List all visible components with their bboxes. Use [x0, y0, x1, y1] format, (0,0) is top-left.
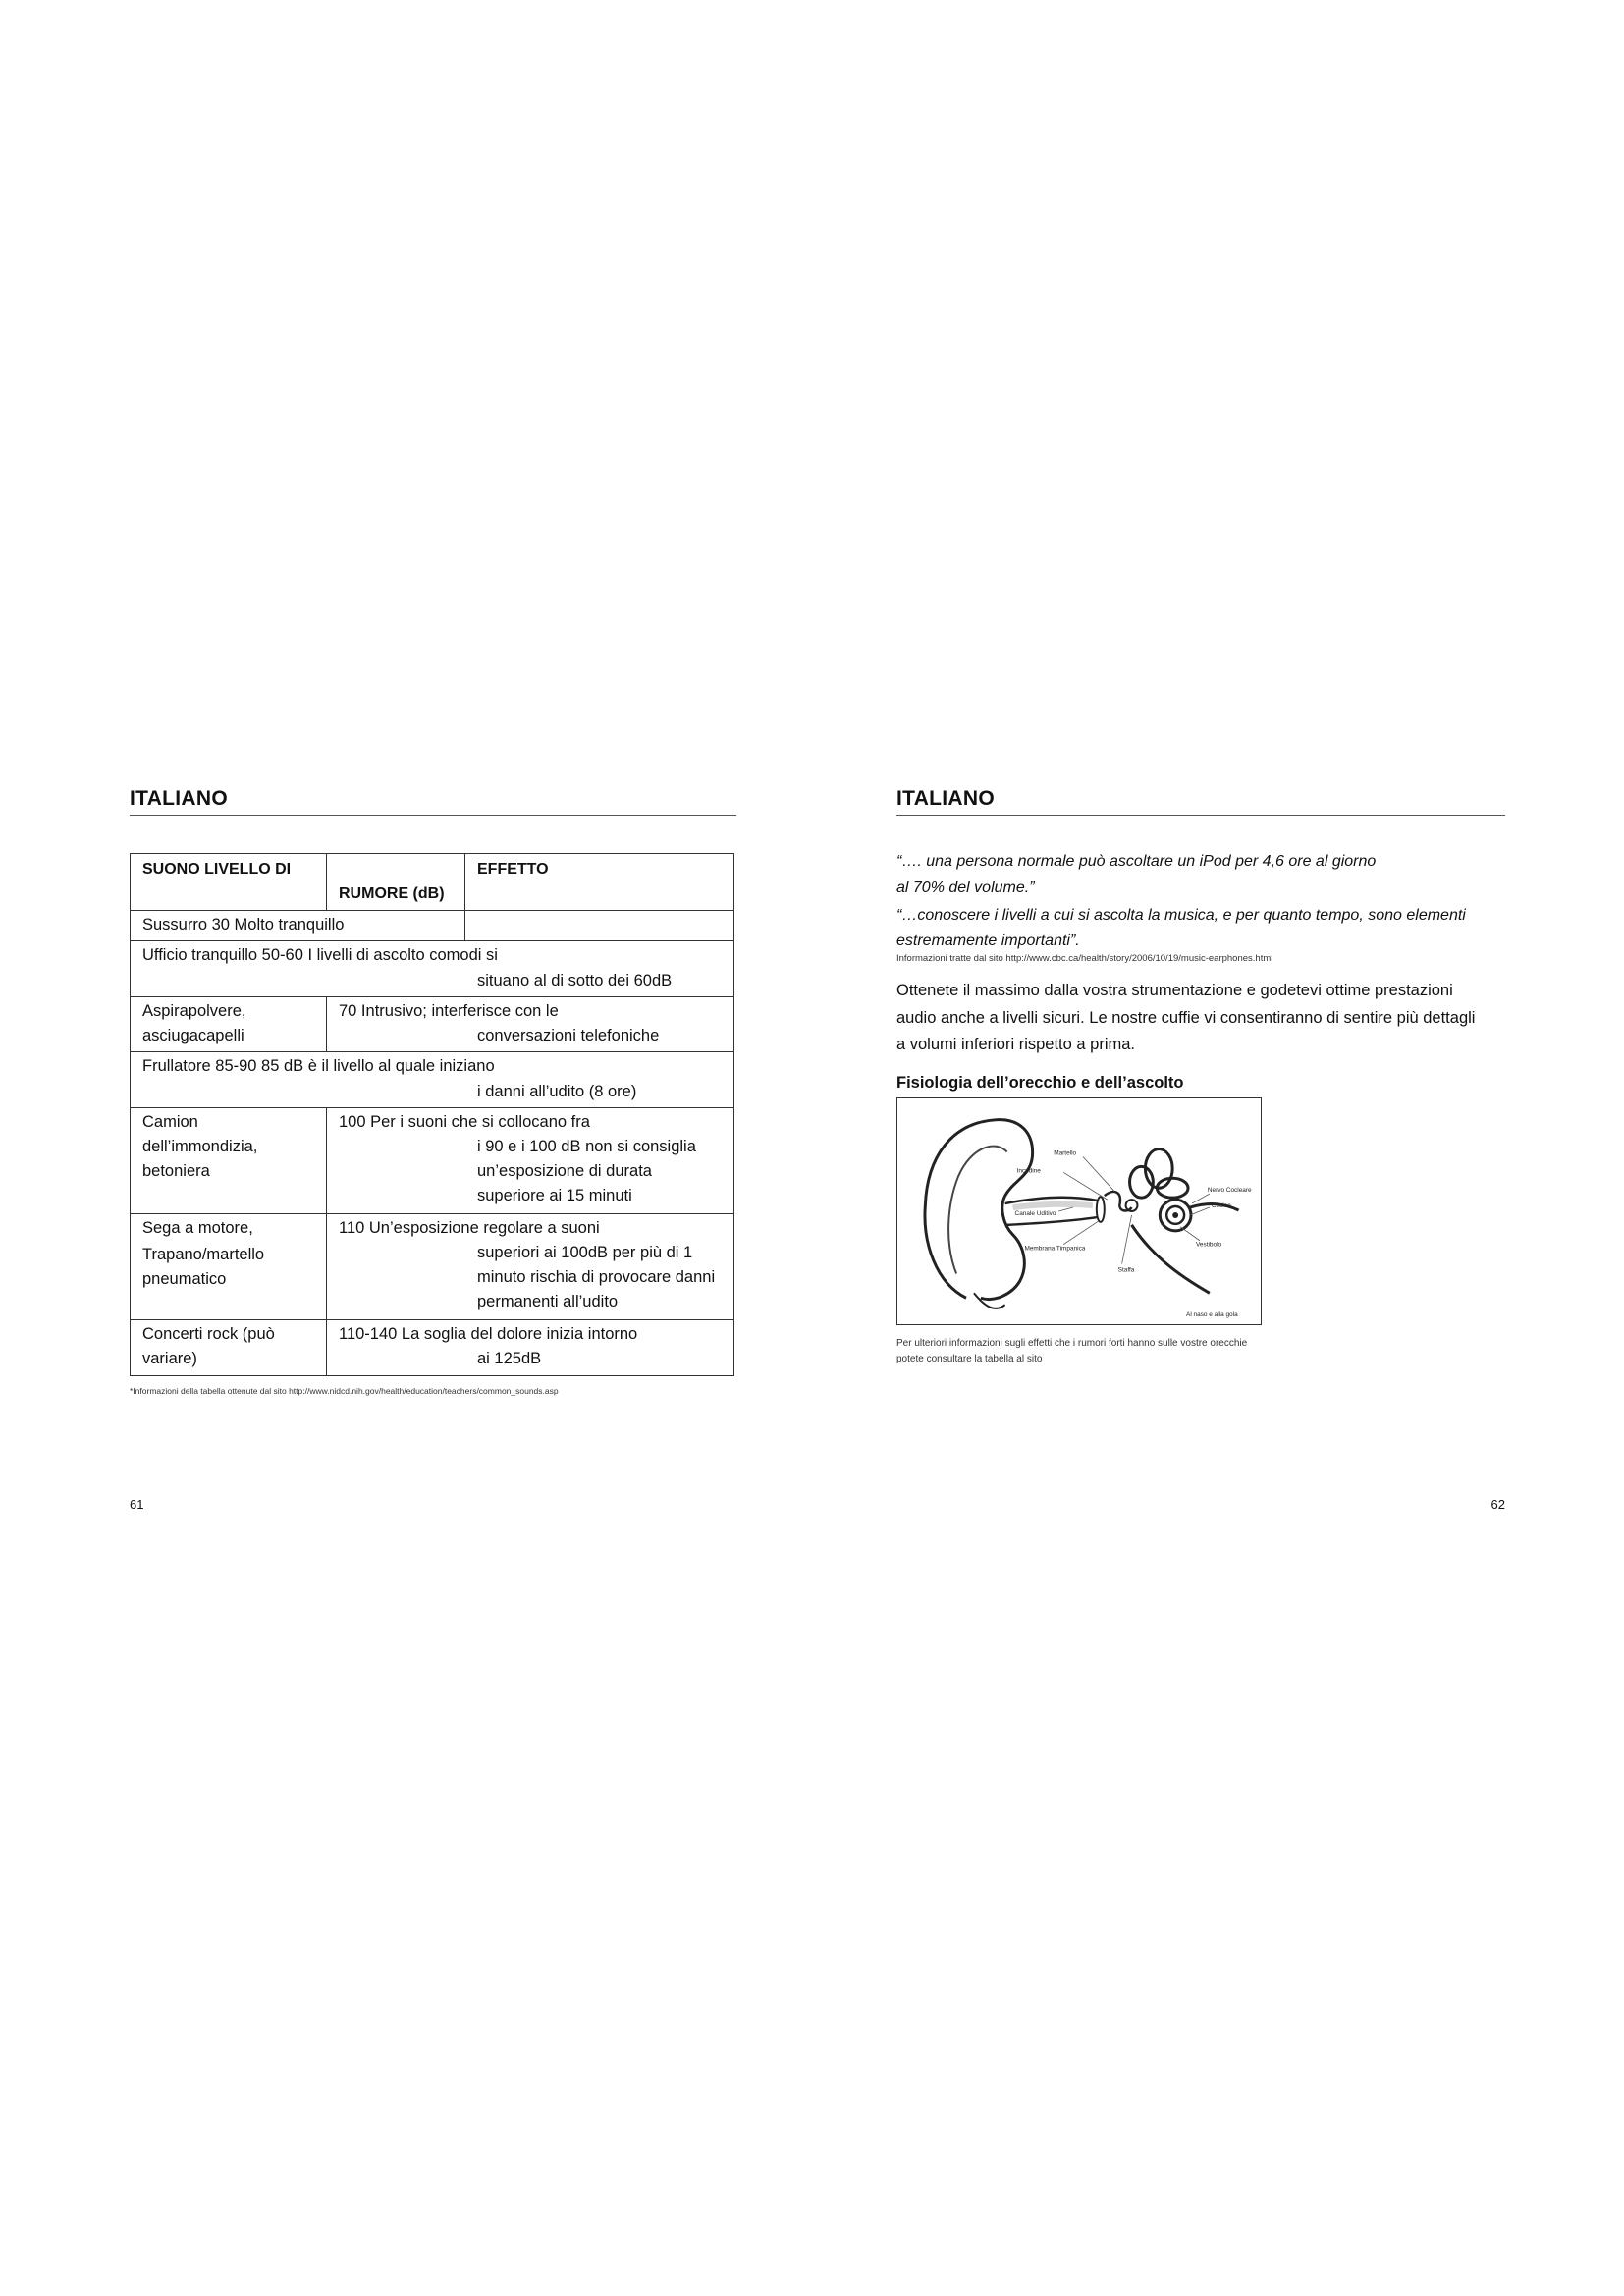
- row-source: pneumatico: [142, 1270, 227, 1288]
- row-level: 110-140 La soglia del dolore inizia intorno: [339, 1325, 638, 1343]
- quote-source-note: Informazioni tratte dal sito http://www.cbc.ca/health/story/2006/10/19/music-earphones.html: [896, 953, 1273, 964]
- label-martello: Martello: [1054, 1149, 1077, 1157]
- label-coclea: Coclea: [1211, 1202, 1231, 1210]
- header-effetto: EFFETTO: [477, 861, 549, 878]
- table-source-note: *Informazioni della tabella ottenute dal sito http://www.nidcd.nih.gov/health/education/teachers/common_sounds.asp: [130, 1386, 559, 1396]
- body-line: audio anche a livelli sicuri. Le nostre cuffie vi consentiranno di sentire più dettagli: [896, 1009, 1476, 1027]
- row-effect: situano al di sotto dei 60dB: [477, 972, 673, 989]
- row-source: variare): [142, 1350, 197, 1367]
- table-row: [131, 1051, 733, 1107]
- row-effect: un’esposizione di durata: [477, 1162, 652, 1180]
- row-level: 110 Un’esposizione regolare a suoni: [339, 1219, 600, 1237]
- row-source: Concerti rock (può: [142, 1325, 275, 1343]
- row-source: asciugacapelli: [142, 1027, 244, 1044]
- table-header-row: [131, 854, 733, 910]
- page-number: 62: [1490, 1497, 1505, 1512]
- row-source: Trapano/martello: [142, 1246, 265, 1263]
- table-row: [131, 996, 733, 1051]
- quote-line: “…conoscere i livelli a cui si ascolta la musica, e per quanto tempo, sono elementi: [896, 907, 1466, 924]
- row-text: Sussurro 30 Molto tranquillo: [142, 916, 345, 934]
- label-naso: Al naso e alla gola: [1186, 1311, 1238, 1319]
- row-source: Camion: [142, 1113, 198, 1131]
- label-vestibolo: Vestibolo: [1195, 1241, 1222, 1249]
- row-effect: permanenti all’udito: [477, 1293, 619, 1310]
- ear-diagram: [897, 1098, 1261, 1324]
- table-row: [131, 910, 733, 940]
- table-row: [131, 1319, 733, 1375]
- label-canale: Canale Uditivo: [1014, 1209, 1056, 1217]
- table-row: [131, 1107, 733, 1213]
- quote-line: al 70% del volume.”: [896, 880, 1035, 896]
- quote-line: “…. una persona normale può ascoltare un iPod per 4,6 ore al giorno: [896, 853, 1377, 870]
- caption-line: Per ulteriori informazioni sugli effetti che i rumori forti hanno sulle vostre orecchie: [896, 1338, 1248, 1349]
- row-source: dell’immondizia,: [142, 1138, 258, 1155]
- header-rumore: RUMORE (dB): [339, 885, 445, 902]
- label-nervo: Nervo Cocleare: [1207, 1187, 1252, 1195]
- row-level: 100 Per i suoni che si collocano fra: [339, 1113, 590, 1131]
- row-effect: minuto rischia di provocare danni: [477, 1268, 716, 1286]
- section-title: ITALIANO: [896, 787, 1505, 816]
- row-source: betoniera: [142, 1162, 210, 1180]
- row-effect: conversazioni telefoniche: [477, 1027, 660, 1044]
- row-effect: superiore ai 15 minuti: [477, 1187, 632, 1204]
- label-membrana: Membrana Timpanica: [1024, 1245, 1086, 1253]
- row-level: 70 Intrusivo; interferisce con le: [339, 1002, 559, 1020]
- left-page: [130, 0, 736, 2296]
- ear-anatomy-figure: [896, 1097, 1262, 1325]
- row-source: Aspirapolvere,: [142, 1002, 246, 1020]
- eustachian-tube: [1132, 1225, 1210, 1293]
- row-source: Sega a motore,: [142, 1219, 253, 1237]
- table-row: [131, 1213, 733, 1319]
- label-staffa: Staffa: [1117, 1266, 1135, 1274]
- noise-level-table: [130, 853, 734, 1376]
- header-suono: SUONO LIVELLO DI: [142, 861, 292, 878]
- body-line: Ottenete il massimo dalla vostra strumentazione e godetevi ottime prestazioni: [896, 982, 1453, 999]
- section-title: ITALIANO: [130, 787, 736, 816]
- eardrum: [1097, 1197, 1105, 1222]
- table-row: [131, 940, 733, 996]
- caption-line: potete consultare la tabella al sito: [896, 1354, 1043, 1364]
- body-line: a volumi inferiori rispetto a prima.: [896, 1036, 1136, 1053]
- row-effect: i 90 e i 100 dB non si consiglia: [477, 1138, 696, 1155]
- quote-line: estremamente importanti”.: [896, 933, 1080, 949]
- row-effect: superiori ai 100dB per più di 1: [477, 1244, 693, 1261]
- right-page: [896, 0, 1505, 2296]
- row-effect: i danni all’udito (8 ore): [477, 1083, 637, 1100]
- row-effect: ai 125dB: [477, 1350, 542, 1367]
- label-incudine: Incudine: [1016, 1167, 1041, 1175]
- row-text: Frullatore 85-90 85 dB è il livello al quale iniziano: [142, 1057, 495, 1075]
- figure-title: Fisiologia dell’orecchio e dell’ascolto: [896, 1074, 1184, 1092]
- row-text: Ufficio tranquillo 50-60 I livelli di ascolto comodi si: [142, 946, 498, 964]
- page-number: 61: [130, 1497, 144, 1512]
